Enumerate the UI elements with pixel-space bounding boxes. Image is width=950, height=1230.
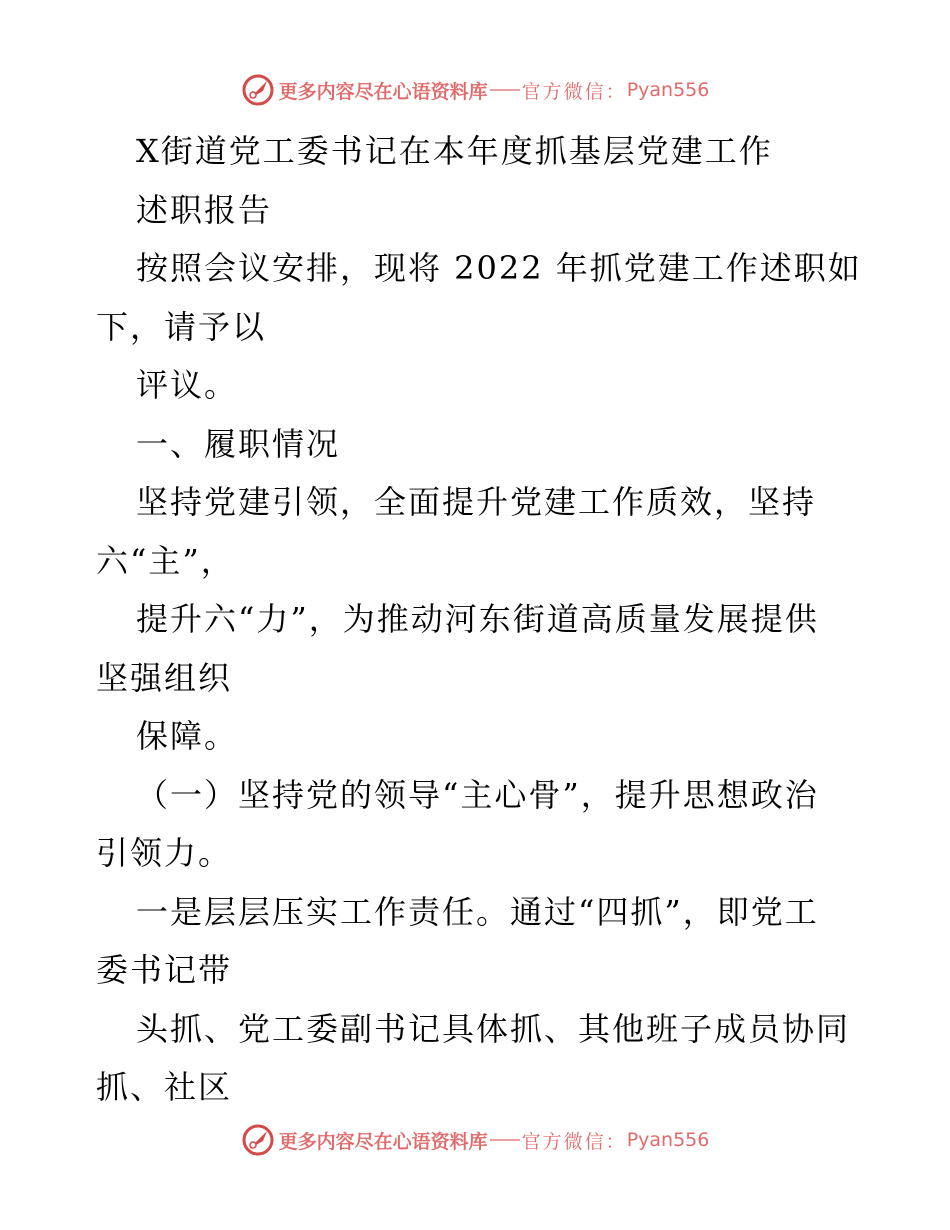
- text-line: X街道党工委书记在本年度抓基层党建工作: [136, 132, 773, 170]
- watermark-sub-text: 官方微信：: [521, 1130, 627, 1153]
- text-line: 按照会议安排，现将 2022 年抓党建工作述职如: [136, 249, 862, 287]
- footer-watermark: [0, 1120, 950, 1160]
- text-line: 头抓、党工委副书记具体抓、其他班子成员协同: [136, 1009, 851, 1048]
- text-line: 引领力。: [96, 834, 233, 872]
- quill-logo-icon: [241, 1123, 275, 1157]
- text-line: 下，请予以: [96, 307, 267, 346]
- watermark-id-text: Pyan556: [626, 1129, 710, 1151]
- text-line: 提升六“力”，为推动河东街道高质量发展提供: [136, 600, 819, 638]
- watermark-id-text: Pyan556: [626, 79, 710, 101]
- watermark-main-text: 更多内容尽在心语资料库: [278, 80, 488, 103]
- header-watermark: [0, 70, 950, 110]
- text-line: （一）坚持党的领导“主心骨”，提升思想政治: [136, 775, 819, 814]
- text-line: 一是层层压实工作责任。通过“四抓”，即党工: [136, 892, 819, 931]
- text-line: 六“主”，: [96, 541, 235, 580]
- text-line: 坚持党建引领，全面提升党建工作质效，坚持: [136, 483, 817, 521]
- text-line: 一、履职情况: [136, 424, 341, 463]
- text-line: 保障。: [136, 717, 239, 755]
- watermark-sub-text: 官方微信：: [521, 80, 627, 103]
- quill-logo-icon: [241, 73, 275, 107]
- watermark-main-text: 更多内容尽在心语资料库: [278, 1130, 488, 1153]
- document-body: [96, 122, 886, 1117]
- watermark-dash: [490, 89, 520, 91]
- text-line: 评议。: [136, 366, 239, 404]
- text-line: 委书记带: [96, 951, 233, 989]
- text-line: 坚强组织: [96, 658, 233, 697]
- text-line: 抓、社区: [96, 1068, 233, 1106]
- text-line: 述职报告: [136, 190, 273, 229]
- watermark-dash: [490, 1139, 520, 1141]
